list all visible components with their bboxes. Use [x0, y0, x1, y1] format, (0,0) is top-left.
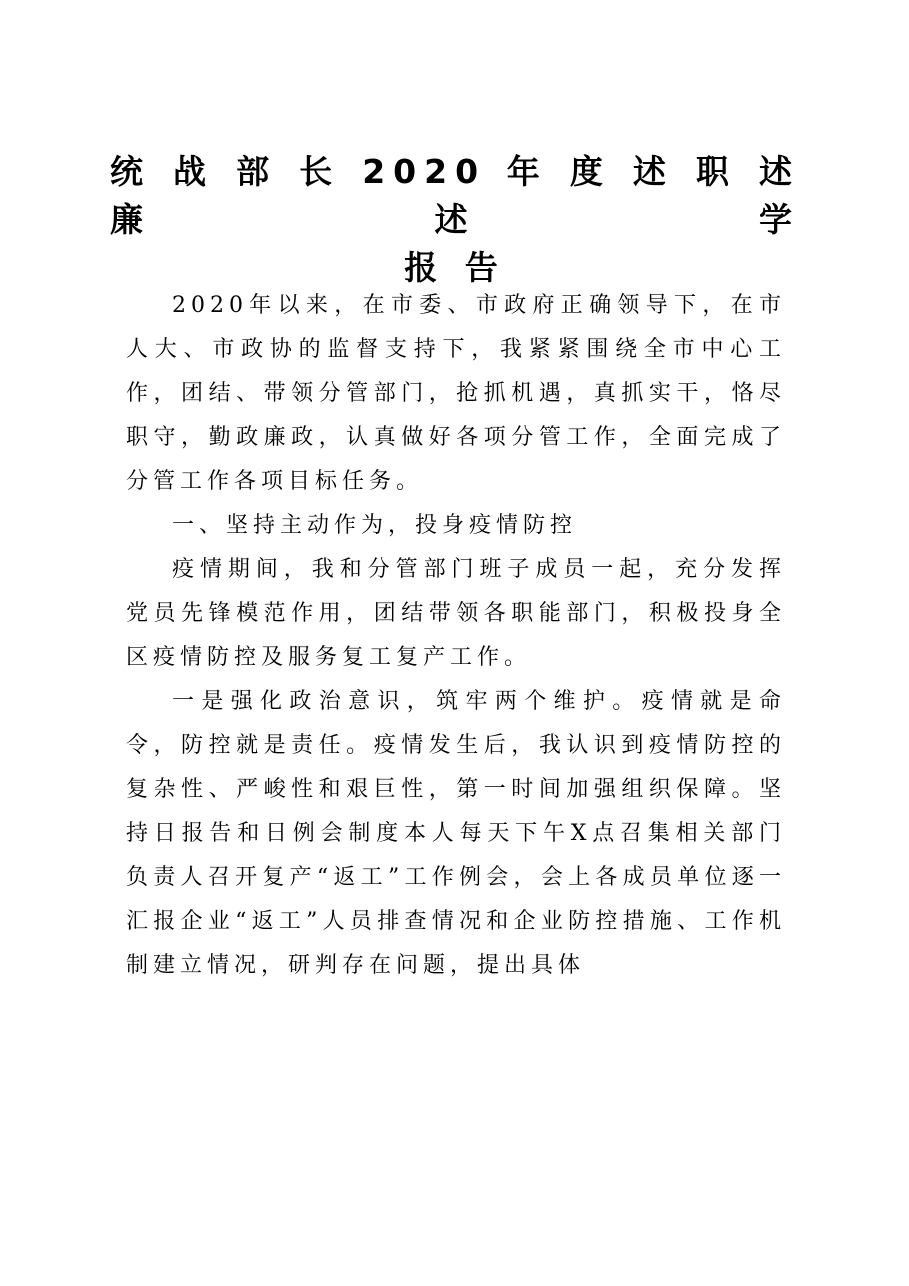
document-body — [126, 284, 786, 988]
paragraph-epidemic-period: 疫情期间，我和分管部门班子成员一起，充分发挥党员先锋模范作用，团结带领各职能部门，积极投身全区疫情防控及服务复工复产工作。 — [126, 557, 786, 670]
title-line-1: 统 战 部 长 2020 年 度 述 职 述 廉 述 学 — [110, 152, 800, 239]
document-title — [110, 148, 800, 292]
paragraph-intro: 2020年以来，在市委、市政府正确领导下，在市人大、市政协的监督支持下，我紧紧围绕全市中心工作，团结、带领分管部门，抢抓机遇，真抓实干，恪尽职守，勤政廉政，认真做好各项分管工作，全面完成了分管工作各项目标任务。 — [126, 293, 786, 494]
paragraph-political-awareness: 一是强化政治意识，筑牢两个维护。疫情就是命令，防控就是责任。疫情发生后，我认识到疫情防控的复杂性、严峻性和艰巨性，第一时间加强组织保障。坚持日报告和日例会制度本人每天下午X点召集相关部门负责人召开复产“返工”工作例会，会上各成员单位逐一汇报企业“返工”人员排查情况和企业防控措施、工作机制建立情况，研判存在问题，提出具体 — [126, 689, 786, 978]
section-heading-1: 一、坚持主动作为，投身疫情防控 — [172, 513, 578, 538]
title-line-2: 报 告 — [404, 248, 506, 287]
